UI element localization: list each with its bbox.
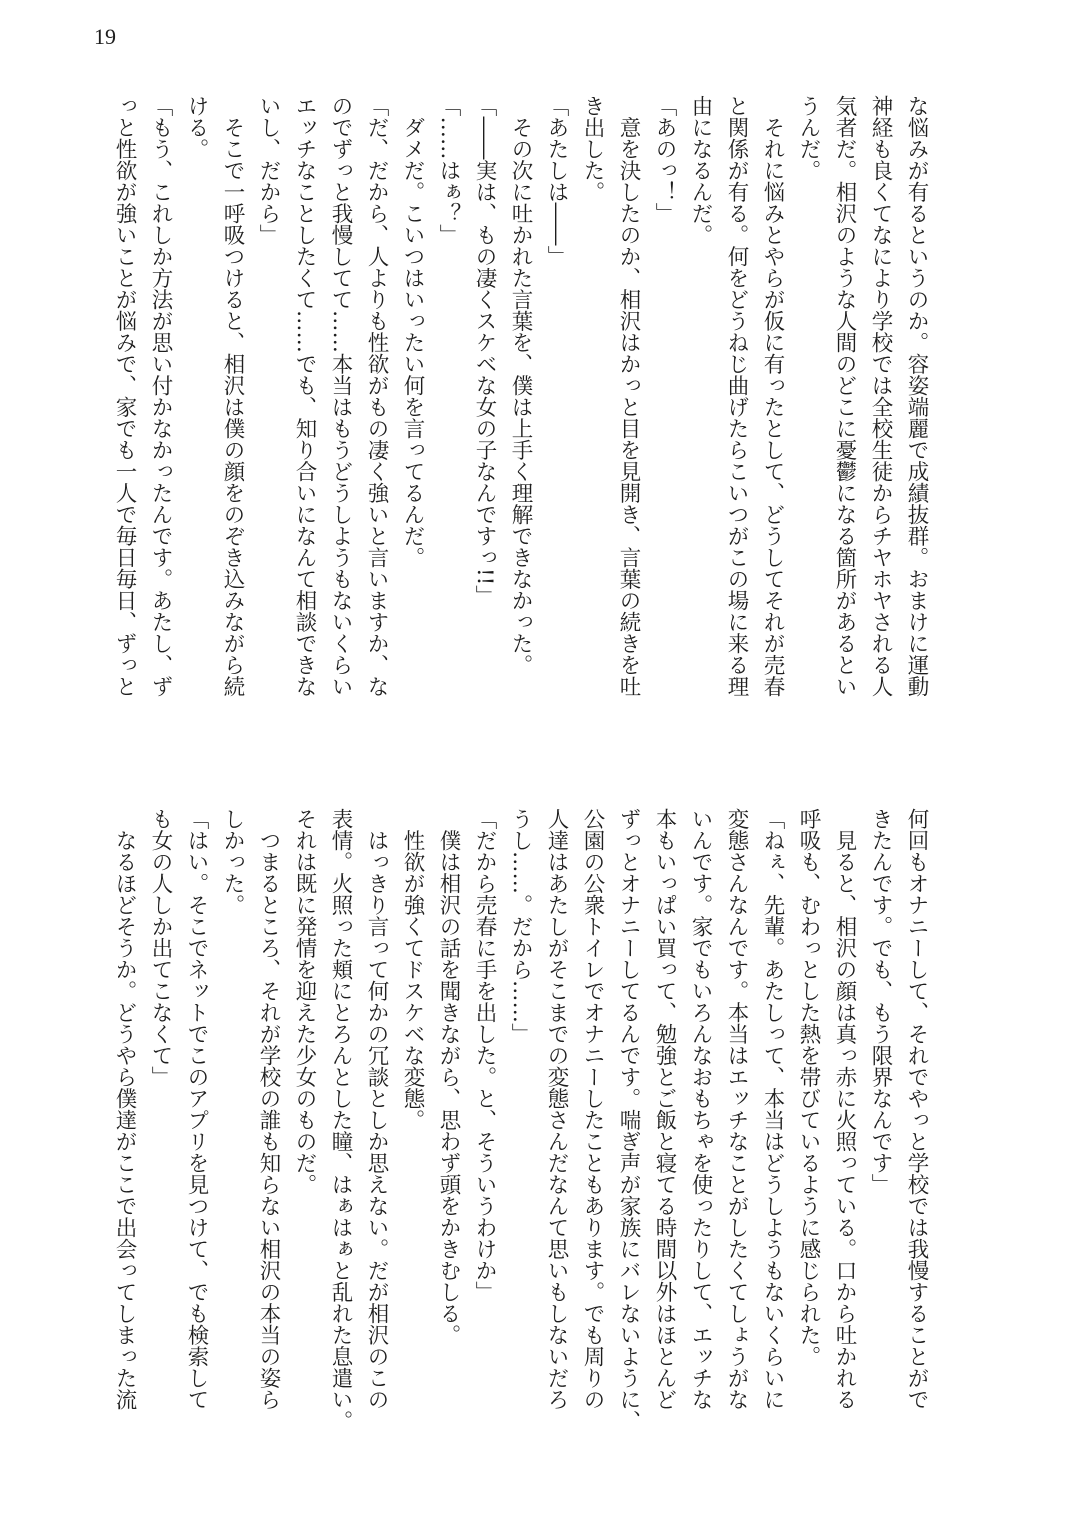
text-line: うんだ。	[796, 95, 821, 181]
text-line: 変態さんなんです。本当はエッチなことがしたくてしょうがな	[724, 808, 749, 1410]
text-line: それは既に発情を迎えた少女のものだ。	[292, 808, 317, 1195]
text-line: ずっとオナニーしてるんです。喘ぎ声が家族にバレないように、	[616, 808, 641, 1432]
text-line: 何回もオナニーして、それでやっと学校では我慢することがで	[904, 808, 929, 1410]
text-line: しかった。	[220, 808, 245, 916]
text-line: 気者だ。相沢のような人間のどこに憂鬱になる箇所があるとい	[832, 95, 857, 697]
text-line: うし……。だから……」	[508, 808, 533, 1045]
text-line: ダメだ。こいつはいったい何を言ってるんだ。	[400, 95, 425, 568]
upper-text-block	[106, 95, 934, 755]
text-line: きたんです。でも、もう限界なんです」	[868, 808, 893, 1195]
text-line: 「だ、だから、人よりも性欲がもの凄く強いと言いますか、な	[364, 95, 389, 697]
text-line: 僕は相沢の話を聞きながら、思わず頭をかきむしる。	[436, 808, 461, 1346]
text-line: 「もう、これしか方法が思い付かなかったんです。あたし、ず	[148, 95, 173, 697]
text-line: き出した。	[580, 95, 605, 203]
text-line: そこで一呼吸つけると、相沢は僕の顔をのぞき込みながら続	[220, 95, 245, 697]
text-line: 「あたしは――」	[544, 95, 569, 267]
text-line: エッチなことしたくて……でも、知り合いになんて相談できな	[292, 95, 317, 697]
text-line: 「あのっ！」	[652, 95, 677, 224]
text-line: 由になるんだ。	[688, 95, 713, 246]
text-line: 見ると、相沢の顔は真っ赤に火照っている。口から吐かれる	[832, 808, 857, 1410]
text-line: 「だから売春に手を出した。と、そういうわけか」	[472, 808, 497, 1303]
text-line: のでずっと我慢してて……本当はもうどうしようもないくらい	[328, 95, 353, 697]
text-line: 公園の公衆トイレでオナニーしたこともあります。でも周りの	[580, 808, 605, 1410]
text-line: 性欲が強くてドスケベな変態。	[400, 808, 425, 1131]
text-line: 表情。火照った頬にとろんとした瞳、はぁはぁと乱れた息遣い。	[328, 808, 353, 1432]
text-line: その次に吐かれた言葉を、僕は上手く理解できなかった。	[508, 95, 533, 676]
text-line: なるほどそうか。どうやら僕達がここで出会ってしまった流	[112, 808, 137, 1410]
text-line: 本もいっぱい買って、勉強とご飯と寝てる時間以外はほとんど	[652, 808, 677, 1410]
text-line: っと性欲が強いことが悩みで、家でも一人で毎日毎日、ずっと	[112, 95, 137, 697]
text-line: 「はい。そこでネットでこのアプリを見つけて、でも検索して	[184, 808, 209, 1410]
lower-text-block	[106, 808, 934, 1468]
text-line: も女の人しか出てこなくて」	[148, 808, 173, 1088]
text-line: 人達はあたしがそこまでの変態さんだなんて思いもしないだろ	[544, 808, 569, 1410]
text-line: つまるところ、それが学校の誰も知らない相沢の本当の姿ら	[256, 808, 281, 1410]
text-line: 呼吸も、むわっとした熱を帯びているように感じられた。	[796, 808, 821, 1367]
text-line: 「――実は、もの凄くスケベな女の子なんですっ!!」	[472, 95, 497, 607]
text-line: はっきり言って何かの冗談としか思えない。だが相沢のこの	[364, 808, 389, 1410]
text-line: 神経も良くてなにより学校では全校生徒からチヤホヤされる人	[868, 95, 893, 697]
text-line: いし、だから」	[256, 95, 281, 246]
text-line: 「ねぇ、先輩。あたしって、本当はどうしようもないくらいに	[760, 808, 785, 1410]
text-line: 意を決したのか、相沢はかっと目を見開き、言葉の続きを吐	[616, 95, 641, 697]
text-line: いんです。家でもいろんなおもちゃを使ったりして、エッチな	[688, 808, 713, 1410]
text-line: ける。	[184, 95, 209, 160]
text-line: な悩みが有るというのか。容姿端麗で成績抜群。おまけに運動	[904, 95, 929, 697]
text-line: 「……はぁ？」	[436, 95, 461, 246]
page-number: 19	[94, 24, 116, 49]
text-line: と関係が有る。何をどうねじ曲げたらこいつがこの場に来る理	[724, 95, 749, 697]
text-line: それに悩みとやらが仮に有ったとして、どうしてそれが売春	[760, 95, 785, 697]
